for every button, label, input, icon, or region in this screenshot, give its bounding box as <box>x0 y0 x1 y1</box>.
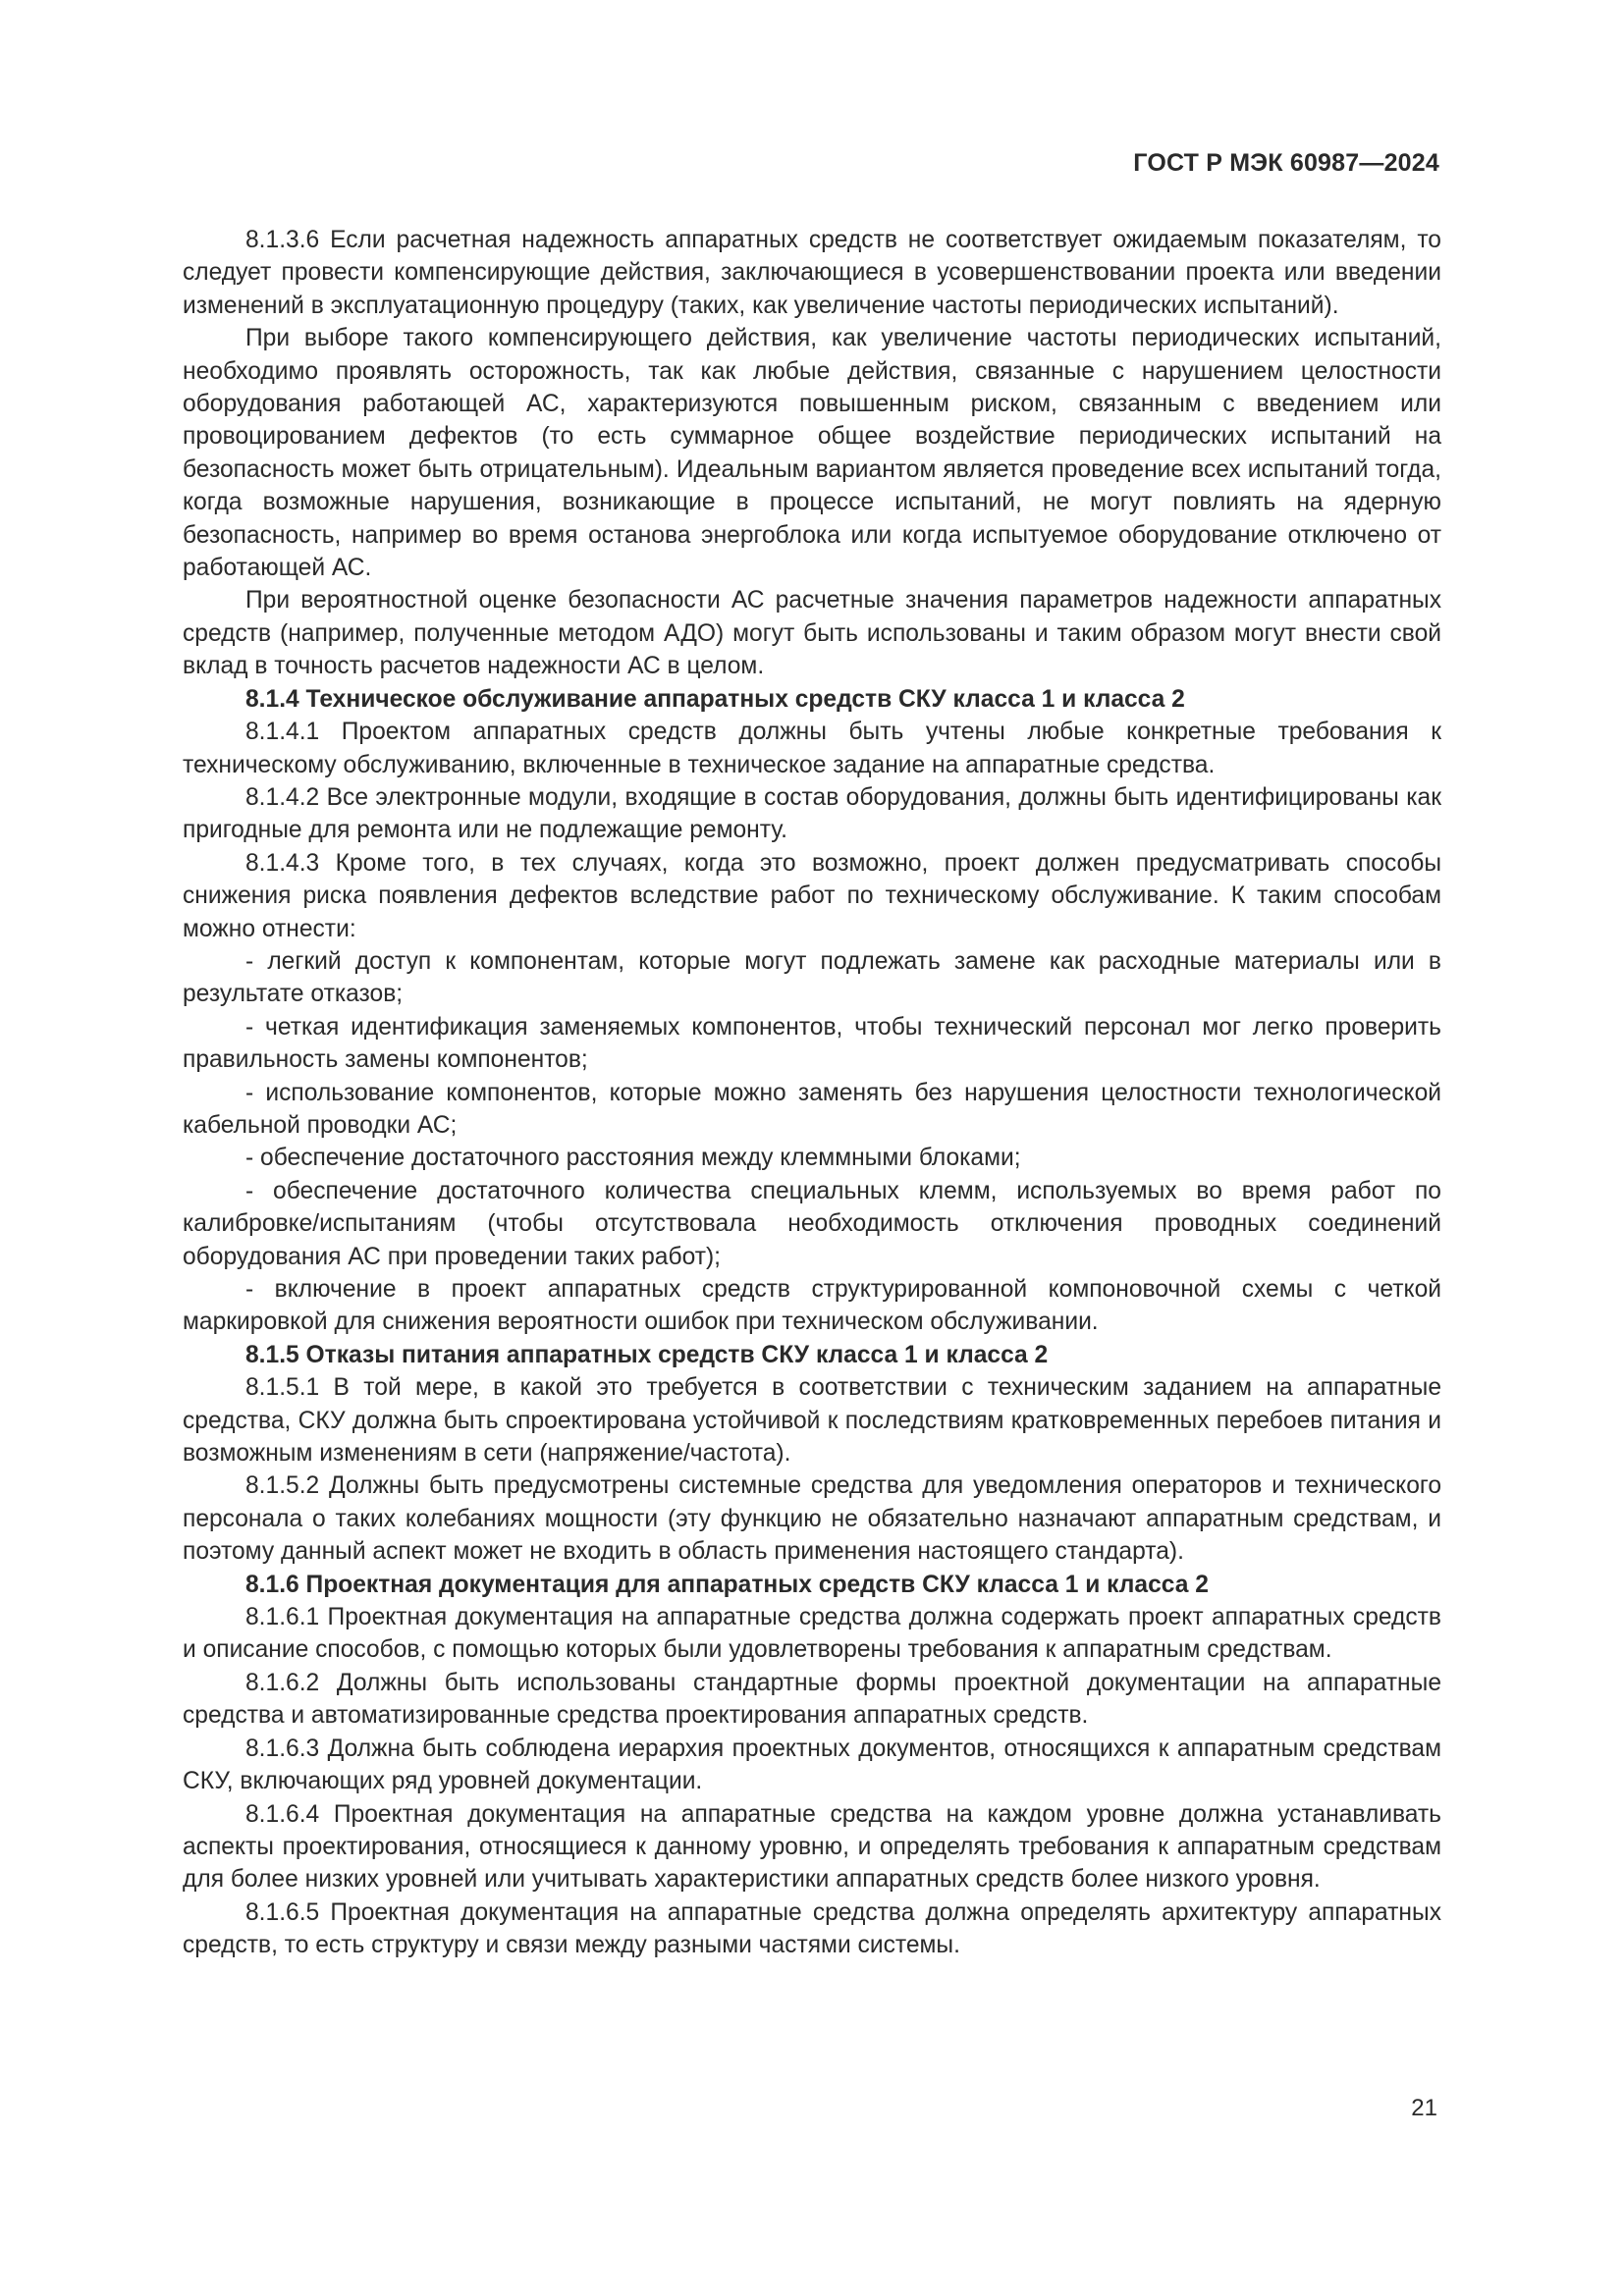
list-item-structured-layout: - включение в проект аппаратных средств структурированной компоновочной схемы с четкой маркировкой для снижения вероятности ошибок при техническом обслуживании. <box>183 1276 1441 1336</box>
paragraph-8-1-5-1: 8.1.5.1 В той мере, в какой это требуется в соответствии с техническим заданием на аппаратные средства, СКУ должна быть спроектирована устойчивой к последствиям кратковременных перебоев питания и возможным изменениям в сети (напряжение/частота). <box>183 1374 1441 1468</box>
document-header: ГОСТ Р МЭК 60987—2024 <box>1133 149 1439 177</box>
section-heading-8-1-5: 8.1.5 Отказы питания аппаратных средств СКУ класса 1 и класса 2 <box>245 1341 1049 1368</box>
paragraph-8-1-6-3: 8.1.6.3 Должна быть соблюдена иерархия проектных документов, относящихся к аппаратным средствам СКУ, включающих ряд уровней документации. <box>183 1735 1441 1795</box>
paragraph-8-1-6-1: 8.1.6.1 Проектная документация на аппаратные средства должна содержать проект аппаратных средств и описание способов, с помощью которых были удовлетворены требования к аппаратным средствам. <box>183 1604 1441 1664</box>
paragraph-8-1-6-2: 8.1.6.2 Должны быть использованы стандартные формы проектной документации на аппаратные средства и автоматизированные средства проектирования аппаратных средств. <box>183 1669 1441 1730</box>
list-item-easy-access: - легкий доступ к компонентам, которые могут подлежать замене как расходные материалы или в результате отказов; <box>183 947 1441 1008</box>
section-heading-8-1-4: 8.1.4 Техническое обслуживание аппаратных средств СКУ класса 1 и класса 2 <box>245 685 1185 713</box>
list-item-component-replacement: - использование компонентов, которые можно заменять без нарушения целостности технологической кабельной проводки АС; <box>183 1079 1441 1139</box>
paragraph-8-1-4-1: 8.1.4.1 Проектом аппаратных средств должны быть учтены любые конкретные требования к техническому обслуживанию, включенные в техническое задание на аппаратные средства. <box>183 719 1441 778</box>
paragraph-8-1-3-6: 8.1.3.6 Если расчетная надежность аппаратных средств не соответствует ожидаемым показателям, то следует провести компенсирующие действия, заключающиеся в усовершенствовании проекта или введении изменений в эксплуатационную процедуру (таких, как увеличение частоты периодических испытаний). <box>183 227 1441 319</box>
paragraph-8-1-5-2: 8.1.5.2 Должны быть предусмотрены системные средства для уведомления операторов и технического персонала о таких колебаниях мощности (эту функцию не обязательно назначают аппаратным средствам, и поэтому данный аспект может не входить в область применения настоящего стандарта). <box>183 1472 1441 1566</box>
list-item-terminal-spacing: - обеспечение достаточного расстояния между клеммными блоками; <box>245 1145 1021 1172</box>
page-number: 21 <box>1411 2095 1437 2121</box>
section-heading-8-1-6: 8.1.6 Проектная документация для аппаратных средств СКУ класса 1 и класса 2 <box>245 1571 1209 1598</box>
paragraph-8-1-4-2: 8.1.4.2 Все электронные модули, входящие в состав оборудования, должны быть идентифицированы как пригодные для ремонта или не подлежащие ремонту. <box>183 783 1441 844</box>
paragraph-probabilistic-assessment: При вероятностной оценке безопасности АС расчетные значения параметров надежности аппаратных средств (например, полученные методом АДО) могут быть использованы и таким образом могут внести свой вклад в точность расчетов надежности АС в целом. <box>183 587 1441 680</box>
document-body <box>183 224 1441 1962</box>
list-item-special-terminals: - обеспечение достаточного количества специальных клемм, используемых во время работ по калибровке/испытаниям (чтобы отсутствовала необходимость отключения проводных соединений оборудования АС при проведении таких работ); <box>183 1177 1441 1270</box>
paragraph-8-1-6-5: 8.1.6.5 Проектная документация на аппаратные средства должна определять архитектуру аппаратных средств, то есть структуру и связи между разными частями системы. <box>183 1898 1441 1959</box>
paragraph-compensating-action: При выборе такого компенсирующего действия, как увеличение частоты периодических испытаний, необходимо проявлять осторожность, так как любые действия, связанные с нарушением целостности оборудования работающей АС, характеризуются повышенным риском, связанным с введением или провоцированием дефектов (то есть суммарное общее воздействие периодических испытаний на безопасность может быть отрицательным). Идеальным вариантом является проведение всех испытаний тогда, когда возможные нарушения, возникающие в процессе испытаний, не могут повлиять на ядерную безопасность, например во время останова энергоблока или когда испытуемое оборудование отключено от работающей АС. <box>183 325 1441 582</box>
paragraph-8-1-4-3: 8.1.4.3 Кроме того, в тех случаях, когда это возможно, проект должен предусматривать способы снижения риска появления дефектов вследствие работ по техническому обслуживание. К таким способам можно отнести: <box>183 849 1441 942</box>
list-item-identification: - четкая идентификация заменяемых компонентов, чтобы технический персонал мог легко проверить правильность замены компонентов; <box>183 1013 1441 1074</box>
paragraph-8-1-6-4: 8.1.6.4 Проектная документация на аппаратные средства на каждом уровне должна устанавливать аспекты проектирования, относящиеся к данному уровню, и определять требования к аппаратным средствам для более низких уровней или учитывать характеристики аппаратных средств более низкого уровня. <box>183 1800 1441 1894</box>
